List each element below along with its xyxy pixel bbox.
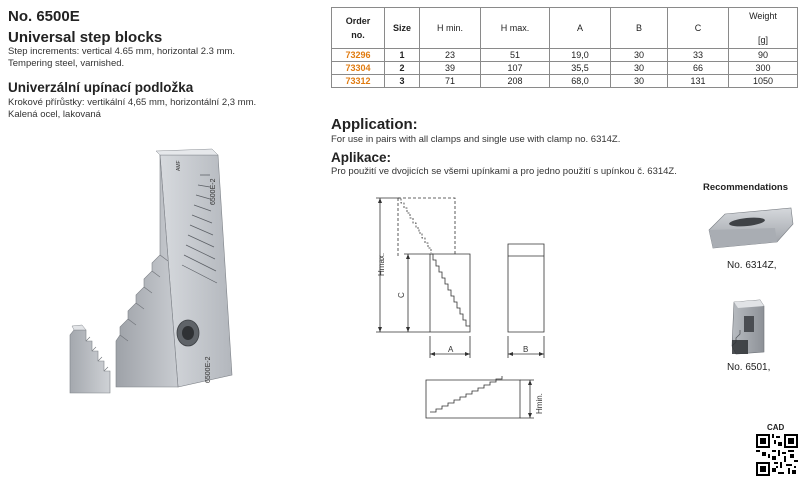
step-block-photo bbox=[60, 145, 240, 395]
header-hmax: H max. bbox=[481, 8, 550, 49]
description-en-2: Tempering steel, varnished. bbox=[8, 58, 125, 69]
cell-order[interactable]: 73312 bbox=[332, 75, 385, 88]
cell-weight: 1050 bbox=[729, 75, 798, 88]
title-en: Universal step blocks bbox=[8, 29, 163, 46]
product-number: No. 6500E bbox=[8, 8, 80, 25]
recommendations-title: Recommendations bbox=[703, 182, 788, 193]
header-weight bbox=[729, 8, 798, 49]
cell-order[interactable]: 73296 bbox=[332, 49, 385, 62]
header-hmin: H min. bbox=[420, 8, 481, 49]
header-weight-label: Weight bbox=[749, 11, 777, 21]
header-b: B bbox=[611, 8, 668, 49]
table-row bbox=[332, 49, 798, 62]
cell-size: 1 bbox=[385, 49, 420, 62]
step-block-6501-image[interactable] bbox=[728, 296, 768, 358]
description-en-1: Step increments: vertical 4.65 mm, horizontal 2.3 mm. bbox=[8, 46, 236, 57]
application-text-cz: Pro použití ve dvojicích se všemi upínkami a pro jedno použití s upínkou č. 6314Z. bbox=[331, 166, 677, 177]
cell-hmax: 208 bbox=[481, 75, 550, 88]
cell-weight: 90 bbox=[729, 49, 798, 62]
technical-drawing bbox=[370, 186, 560, 426]
recommendation-item-2[interactable]: No. 6501, bbox=[727, 362, 771, 373]
header-c: C bbox=[668, 8, 729, 49]
header-weight-unit: [g] bbox=[757, 35, 768, 45]
label-hmin: Hmin. bbox=[535, 393, 544, 414]
header-size: Size bbox=[385, 8, 420, 49]
cell-size: 3 bbox=[385, 75, 420, 88]
label-c: C bbox=[397, 292, 406, 298]
cell-hmin: 23 bbox=[420, 49, 481, 62]
table-header-row bbox=[332, 8, 798, 49]
header-order-line1: Order bbox=[345, 16, 371, 26]
application-title-cz: Aplikace: bbox=[331, 150, 392, 165]
cell-a: 68,0 bbox=[550, 75, 611, 88]
cell-hmin: 71 bbox=[420, 75, 481, 88]
clamp-6314z-image[interactable] bbox=[705, 200, 795, 256]
label-hmax: Hmax. bbox=[377, 252, 386, 276]
spec-table bbox=[331, 7, 798, 88]
description-cz-1: Krokové přírůstky: vertikální 4,65 mm, horizontální 2,3 mm. bbox=[8, 97, 257, 108]
cell-hmin: 39 bbox=[420, 62, 481, 75]
cell-b: 30 bbox=[611, 62, 668, 75]
application-title: Application: bbox=[331, 116, 418, 133]
cad-label: CAD bbox=[767, 423, 785, 432]
cell-c: 66 bbox=[668, 62, 729, 75]
cell-size: 2 bbox=[385, 62, 420, 75]
cell-c: 131 bbox=[668, 75, 729, 88]
cell-order[interactable]: 73304 bbox=[332, 62, 385, 75]
engraving-side: 6500E-2 bbox=[205, 356, 212, 383]
recommendation-item-1[interactable]: No. 6314Z, bbox=[727, 260, 777, 271]
table-row bbox=[332, 62, 798, 75]
label-b: B bbox=[523, 345, 529, 354]
title-cz: Univerzální upínací podložka bbox=[8, 80, 194, 95]
cell-a: 35,5 bbox=[550, 62, 611, 75]
engraving-brand: AMF bbox=[176, 160, 182, 171]
application-text-en: For use in pairs with all clamps and single use with clamp no. 6314Z. bbox=[331, 134, 621, 145]
cad-qr-code-icon[interactable] bbox=[756, 434, 798, 476]
cell-hmax: 107 bbox=[481, 62, 550, 75]
cell-hmax: 51 bbox=[481, 49, 550, 62]
cell-c: 33 bbox=[668, 49, 729, 62]
cell-weight: 300 bbox=[729, 62, 798, 75]
label-a: A bbox=[448, 345, 454, 354]
table-row bbox=[332, 75, 798, 88]
cell-b: 30 bbox=[611, 49, 668, 62]
header-order-line2: no. bbox=[351, 30, 365, 40]
description-cz-2: Kalená ocel, lakovaná bbox=[8, 109, 101, 120]
cell-b: 30 bbox=[611, 75, 668, 88]
cell-a: 19,0 bbox=[550, 49, 611, 62]
header-a: A bbox=[550, 8, 611, 49]
header-order bbox=[332, 8, 385, 49]
engraving-top: 6500E-2 bbox=[210, 178, 217, 205]
